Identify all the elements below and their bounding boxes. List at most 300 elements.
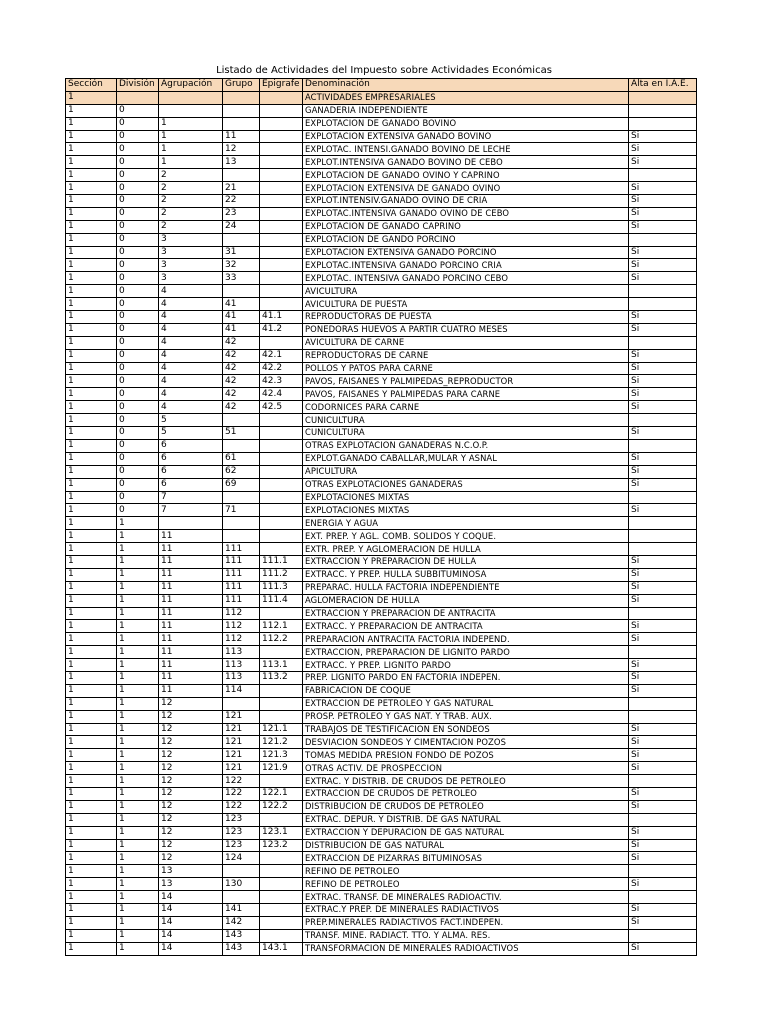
cell-denominacion: OTRAS ACTIV. DE PROSPECCION [303,762,629,775]
cell-agrupacion: 14 [159,891,223,904]
cell-alta: Si [629,427,697,440]
cell-denominacion: PREPARACION ANTRACITA FACTORIA INDEPEND. [303,633,629,646]
cell-epigrafe [260,465,303,478]
table-row [66,349,697,362]
cell-division: 1 [117,762,159,775]
cell-agrupacion: 12 [159,710,223,723]
cell-division [117,91,159,104]
cell-denominacion: PAVOS, FAISANES Y PALMIPEDAS PARA CARNE [303,388,629,401]
cell-epigrafe [260,156,303,169]
cell-denominacion: EXPLOT.INTENSIV.GANADO OVINO DE CRIA [303,195,629,208]
cell-denominacion: EXPLOTAC. INTENSI.GANADO BOVINO DE LECHE [303,143,629,156]
cell-alta: Si [629,388,697,401]
table-row [66,491,697,504]
cell-division: 1 [117,878,159,891]
cell-agrupacion: 12 [159,839,223,852]
table-row [66,375,697,388]
cell-alta: Si [629,594,697,607]
cell-division: 1 [117,736,159,749]
cell-epigrafe: 143.1 [260,942,303,955]
cell-grupo: 143 [223,929,260,942]
cell-agrupacion: 12 [159,749,223,762]
table-row [66,427,697,440]
cell-epigrafe [260,530,303,543]
cell-epigrafe: 112.1 [260,620,303,633]
activities-table [65,78,697,956]
cell-epigrafe [260,607,303,620]
cell-alta: Si [629,581,697,594]
cell-grupo: 123 [223,813,260,826]
cell-division: 1 [117,543,159,556]
cell-seccion: 1 [66,878,117,891]
cell-agrupacion: 12 [159,787,223,800]
cell-division: 0 [117,465,159,478]
cell-division: 1 [117,671,159,684]
cell-agrupacion: 5 [159,414,223,427]
cell-division: 0 [117,272,159,285]
table-row [66,504,697,517]
cell-grupo: 111 [223,555,260,568]
cell-epigrafe [260,130,303,143]
table-row [66,362,697,375]
cell-grupo: 24 [223,220,260,233]
cell-agrupacion: 4 [159,323,223,336]
cell-seccion: 1 [66,311,117,324]
cell-seccion: 1 [66,427,117,440]
cell-epigrafe: 113.2 [260,671,303,684]
cell-grupo: 41 [223,298,260,311]
cell-denominacion: PONEDORAS HUEVOS A PARTIR CUATRO MESES [303,323,629,336]
cell-grupo: 42 [223,375,260,388]
cell-grupo [223,439,260,452]
cell-seccion: 1 [66,233,117,246]
cell-denominacion: GANADERIA INDEPENDIENTE [303,104,629,117]
cell-denominacion: EXTRACCION Y PREPARACION DE HULLA [303,555,629,568]
table-row [66,336,697,349]
cell-epigrafe: 42.3 [260,375,303,388]
cell-alta: Si [629,904,697,917]
cell-seccion: 1 [66,710,117,723]
cell-seccion: 1 [66,633,117,646]
table-row [66,620,697,633]
cell-denominacion: EXPLOTACION EXTENSIVA GANADO BOVINO [303,130,629,143]
table-row [66,581,697,594]
cell-alta [629,530,697,543]
cell-agrupacion: 12 [159,852,223,865]
cell-division: 0 [117,323,159,336]
cell-grupo [223,91,260,104]
cell-alta: Si [629,916,697,929]
cell-division: 1 [117,555,159,568]
cell-grupo: 122 [223,775,260,788]
cell-denominacion: EXPLOT.GANADO CABALLAR,MULAR Y ASNAL [303,452,629,465]
cell-agrupacion: 12 [159,762,223,775]
cell-epigrafe [260,117,303,130]
cell-alta: Si [629,195,697,208]
cell-division: 1 [117,865,159,878]
cell-alta: Si [629,568,697,581]
cell-denominacion: APICULTURA [303,465,629,478]
cell-seccion: 1 [66,813,117,826]
cell-grupo: 121 [223,723,260,736]
cell-division: 0 [117,414,159,427]
table-row [66,942,697,955]
cell-denominacion: EXPLOTACION EXTENSIVA GANADO PORCINO [303,246,629,259]
cell-seccion: 1 [66,439,117,452]
table-row [66,104,697,117]
cell-epigrafe [260,543,303,556]
cell-grupo: 112 [223,607,260,620]
cell-grupo [223,865,260,878]
cell-grupo: 121 [223,736,260,749]
cell-denominacion: TRANSF. MINE. RADIACT. TTO. Y ALMA. RES. [303,929,629,942]
cell-seccion: 1 [66,762,117,775]
cell-grupo: 124 [223,852,260,865]
cell-division: 0 [117,169,159,182]
cell-denominacion: EXTRAC.Y PREP. DE MINERALES RADIACTIVOS [303,904,629,917]
table-row [66,671,697,684]
cell-alta: Si [629,182,697,195]
table-row [66,697,697,710]
cell-denominacion: EXPLOTACION DE GANADO BOVINO [303,117,629,130]
cell-alta: Si [629,478,697,491]
table-row [66,865,697,878]
cell-alta: Si [629,878,697,891]
cell-seccion: 1 [66,929,117,942]
table-row [66,169,697,182]
cell-alta: Si [629,942,697,955]
cell-alta: Si [629,311,697,324]
cell-epigrafe [260,272,303,285]
cell-grupo: 33 [223,272,260,285]
table-row [66,800,697,813]
cell-denominacion: FABRICACION DE COQUE [303,684,629,697]
table-row [66,891,697,904]
cell-epigrafe: 42.5 [260,401,303,414]
cell-denominacion: REPRODUCTORAS DE PUESTA [303,311,629,324]
cell-agrupacion: 4 [159,388,223,401]
cell-division: 0 [117,362,159,375]
cell-division: 1 [117,697,159,710]
cell-seccion: 1 [66,117,117,130]
cell-seccion: 1 [66,543,117,556]
table-row [66,156,697,169]
cell-agrupacion: 11 [159,684,223,697]
cell-epigrafe [260,697,303,710]
cell-denominacion: PREP. LIGNITO PARDO EN FACTORIA INDEPEN. [303,671,629,684]
cell-denominacion: EXPLOTAC.INTENSIVA GANADO PORCINO CRIA [303,259,629,272]
cell-seccion: 1 [66,182,117,195]
cell-seccion: 1 [66,942,117,955]
cell-division: 1 [117,787,159,800]
cell-division: 0 [117,491,159,504]
cell-division: 0 [117,388,159,401]
cell-alta: Si [629,684,697,697]
cell-alta: Si [629,504,697,517]
cell-division: 1 [117,916,159,929]
cell-seccion: 1 [66,104,117,117]
cell-agrupacion: 2 [159,220,223,233]
cell-epigrafe: 111.1 [260,555,303,568]
cell-grupo: 42 [223,336,260,349]
cell-agrupacion: 12 [159,723,223,736]
cell-alta: Si [629,555,697,568]
table-row [66,130,697,143]
cell-epigrafe [260,929,303,942]
cell-denominacion: EXPLOTACIONES MIXTAS [303,504,629,517]
cell-grupo: 142 [223,916,260,929]
cell-seccion: 1 [66,298,117,311]
cell-agrupacion: 3 [159,246,223,259]
table-row [66,736,697,749]
cell-seccion: 1 [66,504,117,517]
cell-epigrafe [260,259,303,272]
cell-agrupacion: 1 [159,130,223,143]
cell-alta [629,543,697,556]
cell-seccion: 1 [66,659,117,672]
cell-denominacion: EXTRACCION DE PIZARRAS BITUMINOSAS [303,852,629,865]
cell-alta: Si [629,156,697,169]
cell-division: 0 [117,195,159,208]
cell-division: 0 [117,478,159,491]
cell-division: 1 [117,646,159,659]
cell-agrupacion: 11 [159,555,223,568]
cell-agrupacion: 12 [159,813,223,826]
cell-seccion: 1 [66,478,117,491]
cell-denominacion: EXTRACC. Y PREP. HULLA SUBBITUMINOSA [303,568,629,581]
cell-epigrafe [260,478,303,491]
cell-division: 0 [117,104,159,117]
cell-epigrafe: 112.2 [260,633,303,646]
cell-alta: Si [629,259,697,272]
cell-division: 1 [117,749,159,762]
cell-grupo: 143 [223,942,260,955]
cell-agrupacion: 12 [159,736,223,749]
cell-epigrafe [260,104,303,117]
table-row [66,298,697,311]
cell-denominacion: ACTIVIDADES EMPRESARIALES [303,91,629,104]
table-row [66,285,697,298]
cell-agrupacion: 3 [159,233,223,246]
cell-alta [629,91,697,104]
cell-grupo: 113 [223,659,260,672]
cell-grupo: 112 [223,620,260,633]
table-row [66,195,697,208]
cell-seccion: 1 [66,169,117,182]
cell-denominacion: EXPLOTACION DE GANDO PORCINO [303,233,629,246]
table-row [66,813,697,826]
cell-epigrafe [260,813,303,826]
col-epigrafe: Epigrafe [260,79,303,92]
header-row [66,79,697,92]
cell-seccion: 1 [66,916,117,929]
cell-grupo: 114 [223,684,260,697]
cell-agrupacion: 14 [159,942,223,955]
cell-seccion: 1 [66,865,117,878]
cell-alta [629,865,697,878]
cell-alta: Si [629,220,697,233]
cell-grupo: 113 [223,646,260,659]
cell-division: 0 [117,246,159,259]
cell-denominacion: AVICULTURA DE PUESTA [303,298,629,311]
cell-denominacion: EXTRACCION, PREPARACION DE LIGNITO PARDO [303,646,629,659]
cell-agrupacion: 3 [159,259,223,272]
cell-seccion: 1 [66,904,117,917]
cell-grupo: 141 [223,904,260,917]
table-row [66,220,697,233]
cell-division: 1 [117,594,159,607]
cell-grupo: 111 [223,581,260,594]
table-row [66,762,697,775]
cell-denominacion: CUNICULTURA [303,427,629,440]
cell-seccion: 1 [66,581,117,594]
table-row [66,904,697,917]
cell-division: 1 [117,607,159,620]
cell-seccion: 1 [66,620,117,633]
cell-agrupacion [159,91,223,104]
cell-grupo: 62 [223,465,260,478]
cell-epigrafe: 121.1 [260,723,303,736]
cell-denominacion: REPRODUCTORAS DE CARNE [303,349,629,362]
cell-agrupacion: 11 [159,594,223,607]
cell-seccion: 1 [66,839,117,852]
cell-epigrafe: 111.2 [260,568,303,581]
cell-alta [629,298,697,311]
cell-grupo: 61 [223,452,260,465]
cell-seccion: 1 [66,607,117,620]
cell-grupo [223,414,260,427]
cell-agrupacion: 4 [159,311,223,324]
cell-epigrafe [260,646,303,659]
cell-alta: Si [629,787,697,800]
cell-division: 1 [117,581,159,594]
cell-seccion: 1 [66,465,117,478]
cell-denominacion: EXPLOTACION DE GANADO CAPRINO [303,220,629,233]
cell-agrupacion [159,104,223,117]
cell-grupo: 13 [223,156,260,169]
table-row [66,775,697,788]
cell-denominacion: DISTRIBUCION DE CRUDOS DE PETROLEO [303,800,629,813]
cell-epigrafe: 41.1 [260,311,303,324]
cell-epigrafe [260,414,303,427]
cell-division: 0 [117,439,159,452]
cell-agrupacion: 2 [159,169,223,182]
cell-alta: Si [629,659,697,672]
cell-seccion: 1 [66,272,117,285]
table-row [66,710,697,723]
cell-division: 0 [117,182,159,195]
cell-epigrafe: 123.2 [260,839,303,852]
cell-agrupacion: 11 [159,633,223,646]
cell-seccion: 1 [66,207,117,220]
table-row [66,91,697,104]
cell-denominacion: OTRAS EXPLOTACIONES GANADERAS [303,478,629,491]
cell-division: 1 [117,620,159,633]
table-row [66,878,697,891]
cell-denominacion: REFINO DE PETROLEO [303,865,629,878]
cell-epigrafe [260,865,303,878]
cell-division: 0 [117,336,159,349]
cell-grupo: 42 [223,388,260,401]
cell-denominacion: EXTRACC. Y PREPARACION DE ANTRACITA [303,620,629,633]
cell-grupo: 51 [223,427,260,440]
cell-alta [629,697,697,710]
cell-denominacion: AGLOMERACION DE HULLA [303,594,629,607]
cell-division: 0 [117,117,159,130]
cell-division: 1 [117,891,159,904]
table-row [66,272,697,285]
cell-agrupacion: 7 [159,504,223,517]
cell-agrupacion: 4 [159,349,223,362]
cell-agrupacion: 1 [159,117,223,130]
cell-alta: Si [629,736,697,749]
cell-seccion: 1 [66,723,117,736]
cell-agrupacion: 4 [159,336,223,349]
cell-seccion: 1 [66,775,117,788]
cell-seccion: 1 [66,362,117,375]
cell-seccion: 1 [66,646,117,659]
cell-grupo: 42 [223,362,260,375]
cell-grupo: 130 [223,878,260,891]
table-row [66,143,697,156]
table-row [66,439,697,452]
cell-division: 1 [117,942,159,955]
cell-grupo: 123 [223,826,260,839]
cell-seccion: 1 [66,156,117,169]
cell-division: 1 [117,839,159,852]
cell-grupo: 21 [223,182,260,195]
cell-denominacion: CODORNICES PARA CARNE [303,401,629,414]
cell-division: 0 [117,311,159,324]
cell-agrupacion: 4 [159,298,223,311]
cell-denominacion: TRABAJOS DE TESTIFICACION EN SONDEOS [303,723,629,736]
table-row [66,684,697,697]
cell-division: 0 [117,427,159,440]
table-row [66,414,697,427]
cell-seccion: 1 [66,749,117,762]
cell-alta: Si [629,375,697,388]
cell-epigrafe [260,452,303,465]
table-row [66,633,697,646]
cell-denominacion: PAVOS, FAISANES Y PALMIPEDAS_REPRODUCTOR [303,375,629,388]
cell-denominacion: EXPLOTAC.INTENSIVA GANADO OVINO DE CEBO [303,207,629,220]
table-row [66,852,697,865]
table-row [66,659,697,672]
cell-agrupacion: 11 [159,581,223,594]
cell-grupo: 111 [223,543,260,556]
cell-alta: Si [629,633,697,646]
cell-division: 0 [117,452,159,465]
cell-agrupacion: 3 [159,272,223,285]
cell-agrupacion: 2 [159,207,223,220]
table-row [66,388,697,401]
col-denominacion: Denominación [303,79,629,92]
table-row [66,530,697,543]
cell-agrupacion: 14 [159,904,223,917]
cell-grupo [223,697,260,710]
cell-denominacion: TOMAS MEDIDA PRESION FONDO DE POZOS [303,749,629,762]
cell-seccion: 1 [66,91,117,104]
cell-epigrafe [260,916,303,929]
table-row [66,207,697,220]
cell-denominacion: EXTRACCION Y DEPURACION DE GAS NATURAL [303,826,629,839]
cell-agrupacion: 11 [159,530,223,543]
cell-denominacion: EXTRAC. Y DISTRIB. DE CRUDOS DE PETROLEO [303,775,629,788]
table-row [66,182,697,195]
cell-division: 0 [117,156,159,169]
cell-grupo: 42 [223,349,260,362]
cell-alta [629,607,697,620]
